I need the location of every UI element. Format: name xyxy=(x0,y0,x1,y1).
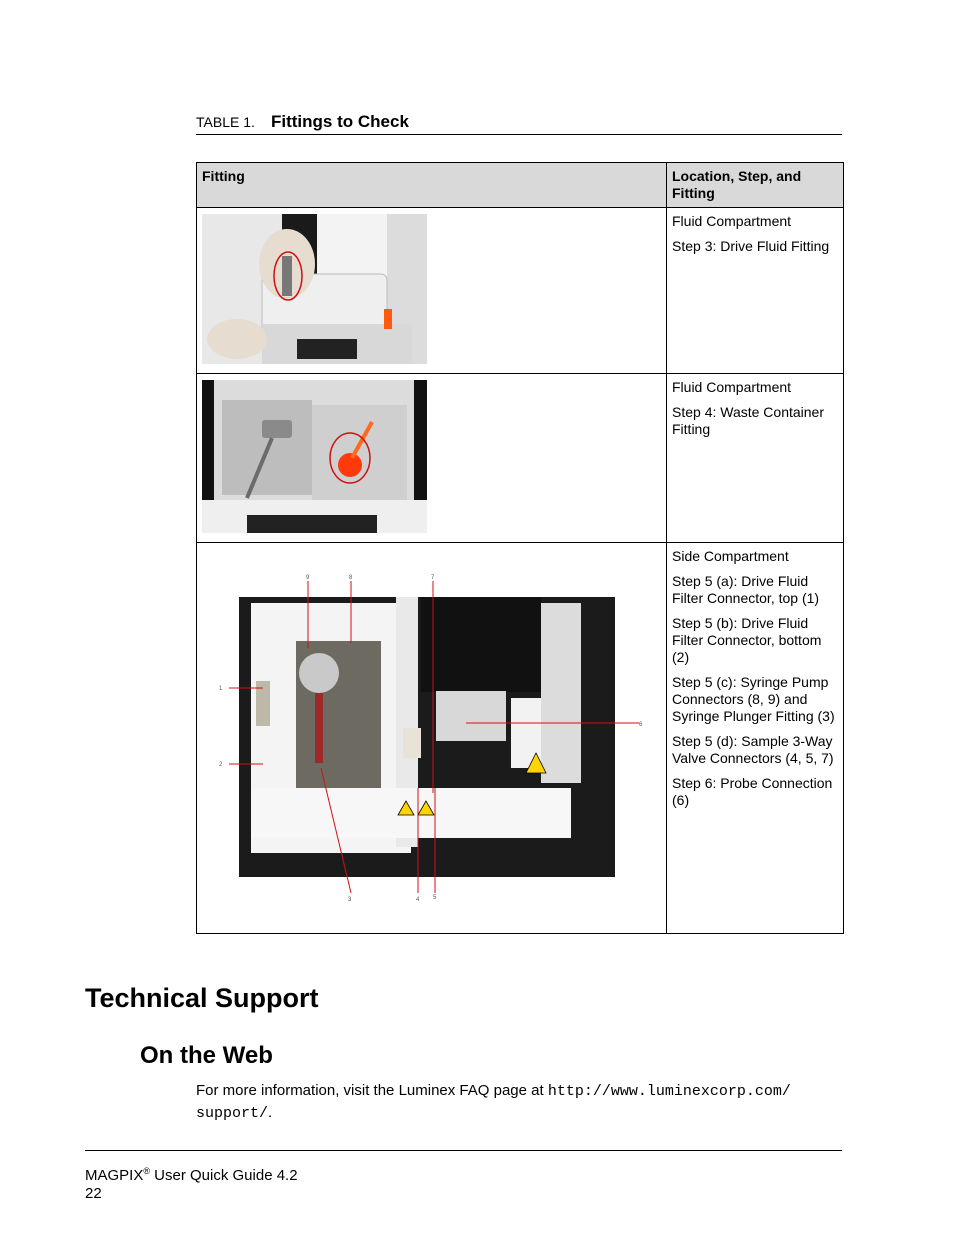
location-cell xyxy=(667,543,844,934)
callout-label: 1 xyxy=(219,686,223,692)
table-header-row xyxy=(197,163,844,208)
location-cell xyxy=(667,374,844,543)
step-text: Step 4: Waste Container Fitting xyxy=(672,404,825,437)
location-name: Side Compartment xyxy=(672,548,789,564)
table-row xyxy=(197,208,844,374)
footer-guide: User Quick Guide 4.2 xyxy=(150,1167,298,1184)
table-caption-label: TABLE 1. xyxy=(196,114,255,130)
drive-fluid-fitting-photo xyxy=(202,214,427,364)
step-text: Step 5 (b): Drive Fluid Filter Connector, bottom (2) xyxy=(672,615,822,665)
subsection-title: On the Web xyxy=(140,1042,273,1069)
header-location: Location, Step, and Fitting xyxy=(667,163,844,208)
faq-link[interactable]: http://www.luminexcorp.com/ support/ xyxy=(196,1083,791,1122)
table-row xyxy=(197,374,844,543)
location-cell xyxy=(667,208,844,374)
table-caption xyxy=(196,110,842,135)
fitting-image-cell xyxy=(197,543,667,934)
callout-label: 5 xyxy=(433,895,437,901)
page-footer xyxy=(85,1162,298,1203)
header-fitting: Fitting xyxy=(197,163,667,208)
callout-label: 2 xyxy=(219,762,223,768)
location-name: Fluid Compartment xyxy=(672,213,792,229)
side-compartment-photo xyxy=(211,563,651,913)
location-name: Fluid Compartment xyxy=(672,379,792,395)
fitting-image-cell xyxy=(197,208,667,374)
step-text: Step 5 (a): Drive Fluid Filter Connector, top (1) xyxy=(672,573,820,606)
callout-label: 3 xyxy=(348,897,352,903)
callout-label: 8 xyxy=(349,575,353,581)
paragraph-end: . xyxy=(268,1104,273,1121)
footer-divider xyxy=(85,1150,842,1151)
callout-label: 6 xyxy=(639,722,643,728)
section-title: Technical Support xyxy=(85,983,319,1013)
footer-registered-mark: ® xyxy=(143,1166,150,1176)
paragraph-text: For more information, visit the Luminex FAQ page at xyxy=(196,1082,548,1099)
waste-container-fitting-photo xyxy=(202,380,427,533)
table-row xyxy=(197,543,844,934)
fittings-table xyxy=(196,162,844,934)
table-caption-title: Fittings to Check xyxy=(271,112,409,131)
callout-label: 4 xyxy=(416,897,420,903)
web-paragraph xyxy=(196,1080,836,1124)
step-text: Step 5 (d): Sample 3-Way Valve Connectors (4, 5, 7) xyxy=(672,733,834,766)
footer-product: MAGPIX xyxy=(85,1167,144,1184)
page-number: 22 xyxy=(85,1185,102,1202)
fitting-image-cell xyxy=(197,374,667,543)
footer-guide-title xyxy=(85,1162,298,1185)
step-text: Step 5 (c): Syringe Pump Connectors (8, 9) and Syringe Plunger Fitting (3) xyxy=(672,674,835,724)
step-text: Step 6: Probe Connection (6) xyxy=(672,775,833,808)
callout-label: 9 xyxy=(306,575,310,581)
step-text: Step 3: Drive Fluid Fitting xyxy=(672,238,830,254)
callout-label: 7 xyxy=(431,575,435,581)
